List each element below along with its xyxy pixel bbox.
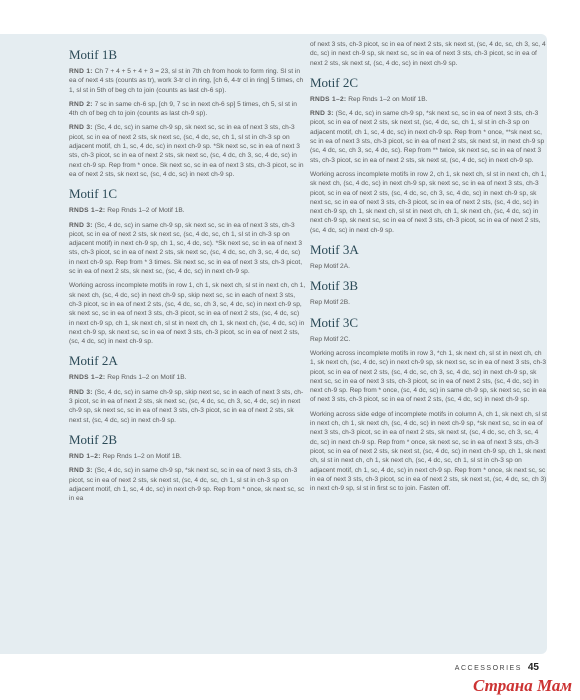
motif-heading: Motif 1C xyxy=(69,186,118,202)
instruction-paragraph xyxy=(310,262,547,271)
instruction-paragraph xyxy=(310,349,547,405)
motif-heading: Motif 2A xyxy=(69,353,118,369)
motif-heading: Motif 3B xyxy=(310,278,359,294)
round-label: RND 3: xyxy=(69,388,93,396)
instruction-text: Ch 7 + 4 + 5 + 4 + 3 = 23, sl st in 7th ch from hook to form ring. Sl st in ea of next 4 sts (counts as tr), work 3-tr cl in ring, [ch 6, 4-tr cl in ring] 5 times, ch 1, sl st in 5th of beg ch to join (counts as last ch-6 sp). xyxy=(69,68,304,94)
instruction-text: 7 sc in same ch-6 sp, [ch 9, 7 sc in next ch-6 sp] 5 times, ch 5, sl st in 4th ch of beg ch to join (counts as last ch-9 sp). xyxy=(69,100,297,118)
round-label: RNDS 1–2: xyxy=(69,374,106,382)
motif-heading: Motif 3A xyxy=(310,242,359,258)
round-label: RND 3: xyxy=(69,467,93,475)
instruction-text: Rep Rnds 1–2 on Motif 1B. xyxy=(348,95,428,103)
instruction-text: (Sc, 4 dc, sc) in same ch-9 sp, *sk next sc, sc in ea of next 3 sts, ch-3 picot, sc in ea of next 2 sts, sk next st, (sc, 4 dc, sc, ch 1, sl st in ch-3 sp on adjacent motif, ch 1, sc, 4 dc, sc) in next ch-9 sp. Rep from * once, sk next sc, sc in ea xyxy=(69,467,305,503)
instruction-paragraph xyxy=(69,67,306,95)
instruction-text: Working across side edge of incomplete motifs in column A, ch 1, sk next ch, sl st in next ch, ch 1, sk next ch, (sc, 4 dc, sc) in next ch-9 sp, *sk next sc, sc in ea of next 3 sts, ch-3 picot, sc in ea of next 2 sts, sk next st, (sc, 4 dc, sc, ch 3, sc, 4 dc, sc) in next ch-9 sp. Rep from * once, sk next sc, sc in ea of next 3 sts, ch-3 picot, sc in ea of next 2 sts, sk next st, (sc, 4 dc, sc) in next ch-9 sp, ch 1, sk next ch, sl st in next ch, ch 1, sk next ch, (sc, 4 dc, sc, ch 1, sl st in ch-3 sp on adjacent motif, ch 1, sc, 4 dc, sc) in next ch-9 sp. Rep from * once, sk next sc, sc in ea of next 3 sts, ch-3 picot, sc in ea of next 2 sts, sk next st, (sc, 4 dc, sc, ch 3) in next ch-9 sp, sl st in first sc to join. Fasten off. xyxy=(310,410,547,493)
motif-heading: Motif 2B xyxy=(69,431,118,447)
instruction-paragraph xyxy=(310,298,547,307)
motif-heading: Motif 2C xyxy=(310,74,359,90)
instruction-text: of next 3 sts, ch-3 picot, sc in ea of next 2 sts, sk next st, (sc, 4 dc, sc, ch 3, sc, 4 dc, sc) in next ch-9 sp, sk next sc, sc in ea of next 3 sts, ch-3 picot, sc in ea of next 2 sts, sk next st, (sc, 4 dc, sc) in next ch-9 sp. xyxy=(310,41,546,67)
instruction-text: Working across incomplete motifs in row 2, ch 1, sk next ch, sl st in next ch, ch 1, sk next ch, (sc, 4 dc, sc) in next ch-9 sp, sk next sc, sc in ea of next 3 sts, ch-3 picot, sc in ea of next 2 sts, (sc, 4 dc, sc, ch 3, sc, 4 dc, sc) in next ch-9 sp, sk next sc, sc in ea of next 3 sts, ch-3 picot, sc in ea of next 2 sts, (sc, 4 dc, sc) in next ch-9 sp, ch 1, sk next ch, sl st in next ch, ch 1, sk next ch, (sc, 4 dc, sc) in next ch-9 sp, sk next sc, sc in ea of next 3 sts, ch-3 picot, sc in ea of next 2 sts, (sc, 4 dc, sc) in next ch-9 sp. xyxy=(310,170,547,234)
instruction-text: Rep Rnds 1–2 on Motif 1B. xyxy=(107,374,187,382)
instruction-text: (Sc, 4 dc, sc) in same ch-9 sp, sk next sc, sc in ea of next 3 sts, ch-3 picot, sc in ea of next 2 sts, sk next sc, (sc, 4 dc, sc, ch 1, sl st in ch-3 sp on adjacent motif) in next ch-9 sp, ch 1, sc, 4 dc, sc). *Sk next sc, sc in ea of next 3 sts, ch-3 picot, sc in ea of next 2 sts, sk next sc, (sc, 4 dc, sc, ch 3, sc, 4 dc, sc) in next ch-9 sp. Rep from * 3 times. Sk next sc, sc in ea of next 3 sts, ch-3 picot, sc in ea of next 2 sts, sk next sc, (sc, 4 dc, sc) in next ch-9 sp. xyxy=(69,221,303,276)
instruction-paragraph xyxy=(310,335,547,344)
round-label: RNDS 1–2: xyxy=(310,95,347,103)
round-label: RND 3: xyxy=(69,124,93,132)
instruction-paragraph xyxy=(69,206,306,215)
round-label: RND 1: xyxy=(69,68,93,75)
watermark-logo: Страна Мам xyxy=(472,676,572,695)
instruction-text: (Sc, 4 dc, sc) in same ch-9 sp, *sk next sc, sc in ea of next 3 sts, ch-3 picot, sc in ea of next 2 sts, sk next st, (sc, 4 dc, sc, ch 1, sl st in ch-3 sp on adjacent motif, ch 1, sc, 4 dc, sc) in next ch-9 sp. Rep from * once, **sk next sc, sc in ea of next 3 sts, ch-3 picot, sc in ea of next 2 sts, sk next st, in next ch-9 sp (sc, 4 dc, sc, ch 3, sc, 4 dc, sc). Rep from ** twice, sk next sc, sc in ea of next 3 sts, ch-3 picot, sc in ea of next 2 sts, sk next st, (sc, 4 dc, sc) in next ch-9 sp. xyxy=(310,110,545,164)
instruction-paragraph xyxy=(69,373,306,382)
instruction-paragraph xyxy=(69,221,306,277)
round-label: RNDS 1–2: xyxy=(69,207,106,215)
instruction-paragraph xyxy=(69,388,306,425)
instruction-paragraph xyxy=(310,40,547,68)
round-label: RND 1–2: xyxy=(69,452,101,460)
instruction-text: Rep Motif 2B. xyxy=(310,299,350,307)
instruction-paragraph xyxy=(310,410,547,494)
round-label: RND 3: xyxy=(69,221,93,229)
page-footer xyxy=(455,662,539,673)
motif-heading: Motif 3C xyxy=(310,314,359,330)
instruction-paragraph xyxy=(69,100,306,119)
instruction-paragraph xyxy=(310,95,547,104)
instruction-text: Rep Motif 2C. xyxy=(310,335,351,343)
instruction-text: (Sc, 4 dc, sc) in same ch-9 sp, skip next sc, sc in each of next 3 sts, ch-3 picot, sc in ea of next 2 sts, sk next sc, (sc, 4 dc, sc, ch 3, sc, 4 dc, sc) in next ch-9 sp, sk next sc, sc in ea of next 3 sts, ch-3 picot, sc in ea of next 2 sts, sk next st, (sc, 4 dc, sc) in next ch-9 sp. xyxy=(69,388,304,424)
instruction-paragraph xyxy=(310,170,547,235)
round-label: RND 3: xyxy=(310,110,334,118)
instruction-paragraph xyxy=(69,452,306,461)
section-label: ACCESSORIES xyxy=(454,665,522,672)
right-column xyxy=(310,40,547,498)
instruction-text: Working across incomplete motifs in row 1, ch 1, sk next ch, sl st in next ch, ch 1, sk next ch, (sc, 4 dc, sc) in next ch-9 sp, skip next sc, sc in each of next 3 sts, ch-3 picot, sc in ea of next 2 sts, (sc, 4 dc, sc, ch 3, sc, 4 dc, sc) in next ch-9 sp, sk next sc, sc in ea of next 3 sts, ch-3 picot, sc in ea of next 2 sts, (sc, 4 dc, sc) in next ch-9 sp, ch 1, sk next ch, sl st in next ch, ch 1, sk next ch, (sc, 4 dc, sc) in next ch-9 sp, sk next sc, sc in ea of next 3 sts, ch-3 picot, sc in ea of next 2 sts, (sc, 4 dc, sc) in next ch-9 sp. xyxy=(69,282,306,346)
round-label: RND 2: xyxy=(69,100,93,108)
instruction-paragraph xyxy=(69,281,306,346)
instruction-text: Working across incomplete motifs in row 3, *ch 1, sk next ch, sl st in next ch, ch 1, sk next ch, (sc, 4 dc, sc) in next ch-9 sp, sk next sc, sc in ea of next 3 sts, ch-3 picot, sc in ea of next 2 sts, (sc, 4 dc, sc, ch 3, sc, 4 dc, sc) in next ch-9 sp, sk next sc, sc in ea of next 3 sts, ch-3 picot, sc in ea of next 2 sts, (sc, 4 dc, sc) in next ch-9 sp. Rep from * once, (sc, 4 dc, sc) in same ch-9 sp, sk next sc, sc in ea of next 3 sts, ch-3 picot, sc in ea of next 2 sts, (sc, 4 dc, sc) in next ch-9 sp. xyxy=(310,349,547,404)
instruction-paragraph xyxy=(310,109,547,165)
instruction-paragraph xyxy=(69,466,306,503)
instruction-text: Rep Motif 2A. xyxy=(310,263,350,271)
motif-heading: Motif 1B xyxy=(69,47,118,62)
instruction-text: Rep Rnds 1–2 of Motif 1B. xyxy=(107,207,185,215)
instruction-text: Rep Rnds 1–2 on Motif 1B. xyxy=(102,452,182,460)
page-number: 45 xyxy=(527,662,539,673)
instruction-text: (Sc, 4 dc, sc) in same ch-9 sp, sk next sc, sc in ea of next 3 sts, ch-3 picot, sc in ea of next 2 sts, sk next sc, (sc, 4 dc, sc, ch 1, sl st in ch-3 sp on adjacent motif, ch 1, sc, 4 dc, sc) in next ch-9 sp. *Sk next sc, sc in ea of next 3 sts, ch-3 picot, sc in ea of next 2 sts, sk next sc, (sc, 4 dc, ch 3, sc, 4 dc, sc) in next ch-9 sp. Rep from * once. Sk next sc, sc in ea of next 3 sts, ch-3 picot, sc in ea of next 2 sts, sk next sc, (sc, 4 dc, sc) in next ch-9 sp. xyxy=(69,124,304,178)
instruction-paragraph xyxy=(69,123,306,179)
left-column xyxy=(69,40,306,508)
